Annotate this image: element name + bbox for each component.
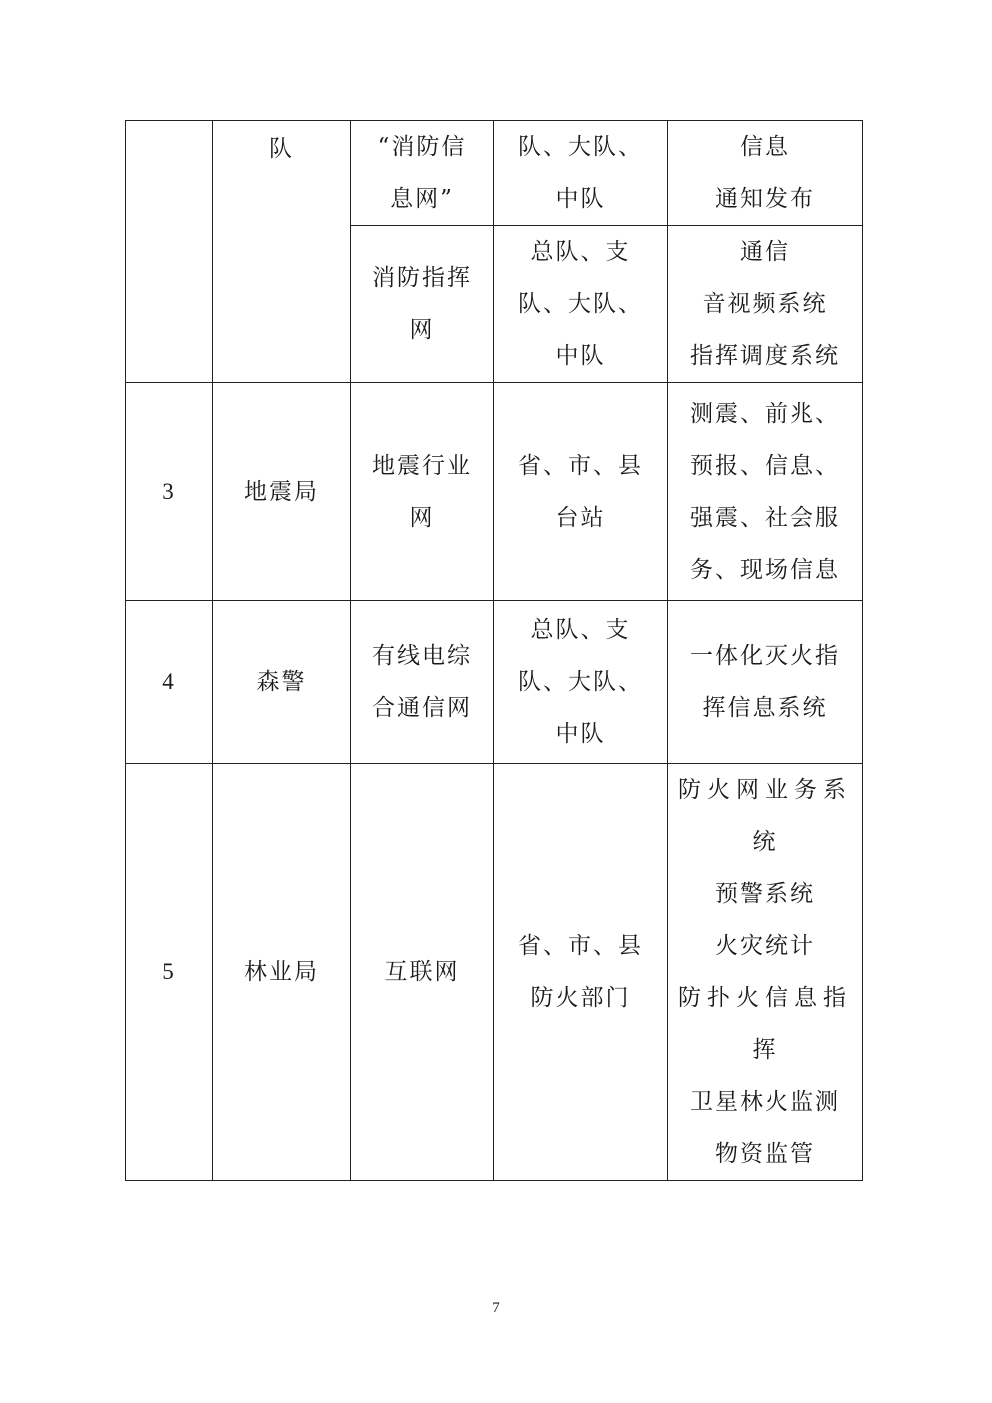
network-table — [125, 120, 863, 1181]
level-cell: 队、大队、 中队 — [494, 121, 668, 226]
content-cell: 通信 音视频系统 指挥调度系统 — [668, 226, 863, 383]
content-cell: 防火网业务系 统 预警系统 火灾统计 防扑火信息指 挥 卫星林火监测 物资监管 — [668, 764, 863, 1181]
row-number-cell: 3 — [126, 383, 213, 601]
table-row — [126, 121, 863, 226]
row-number-cell: 4 — [126, 601, 213, 764]
level-cell: 总队、支 队、大队、 中队 — [494, 601, 668, 764]
table-row — [126, 601, 863, 764]
row-number-cell — [126, 121, 213, 383]
network-cell: 消防指挥 网 — [351, 226, 494, 383]
network-cell: “消防信 息网” — [351, 121, 494, 226]
table-row — [126, 383, 863, 601]
page-number: 7 — [492, 1300, 500, 1316]
unit-cell: 地震局 — [213, 383, 351, 601]
network-cell: 有线电综 合通信网 — [351, 601, 494, 764]
content-cell: 一体化灭火指 挥信息系统 — [668, 601, 863, 764]
unit-cell: 队 — [213, 121, 351, 383]
level-cell: 总队、支 队、大队、 中队 — [494, 226, 668, 383]
network-cell: 互联网 — [351, 764, 494, 1181]
unit-cell: 林业局 — [213, 764, 351, 1181]
level-cell: 省、市、县 防火部门 — [494, 764, 668, 1181]
content-cell: 测震、前兆、 预报、信息、 强震、社会服 务、现场信息 — [668, 383, 863, 601]
network-cell: 地震行业 网 — [351, 383, 494, 601]
table-row — [126, 764, 863, 1181]
unit-cell: 森警 — [213, 601, 351, 764]
row-number-cell: 5 — [126, 764, 213, 1181]
content-cell: 信息 通知发布 — [668, 121, 863, 226]
level-cell: 省、市、县 台站 — [494, 383, 668, 601]
